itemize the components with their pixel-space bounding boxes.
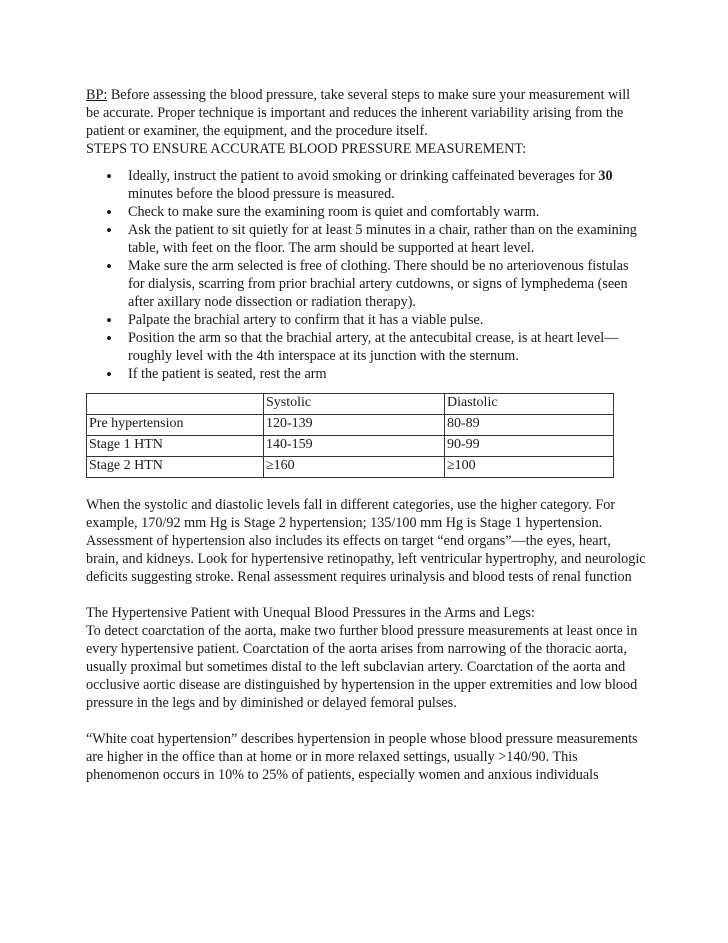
bp-heading: BP: bbox=[86, 87, 108, 103]
bp-intro-paragraph bbox=[86, 86, 646, 140]
table-cell: Stage 2 HTN bbox=[87, 457, 264, 478]
table-cell: Pre hypertension bbox=[87, 415, 264, 436]
table-header-cell: Systolic bbox=[264, 394, 445, 415]
categories-paragraph: When the systolic and diastolic levels fall in different categories, use the higher category. For example, 170/92 mm Hg is Stage 2 hypertension; 135/100 mm Hg is Stage 1 hypertension. Assessment of hypertension also includes its effects on target “end organs”—the eyes, heart, brain, and kidneys. Look for hypertensive retinopathy, left ventricular hypertrophy, and neurologic deficits suggesting stroke. Renal assessment requires urinalysis and blood tests of renal function bbox=[86, 497, 646, 585]
table-cell: 140-159 bbox=[264, 436, 445, 457]
table-cell: Stage 1 HTN bbox=[87, 436, 264, 457]
table-row bbox=[87, 415, 614, 436]
bullet-1-pre: Ideally, instruct the patient to avoid smoking or drinking caffeinated beverages for bbox=[128, 168, 599, 184]
spacer bbox=[86, 712, 646, 730]
table-cell: 90-99 bbox=[445, 436, 614, 457]
table-cell: ≥100 bbox=[445, 457, 614, 478]
unequal-bp-paragraph: To detect coarctation of the aorta, make two further blood pressure measurements at least once in every hypertensive patient. Coarctation of the aorta arises from narrowing of the thoracic aorta, usually proximal but sometimes distal to the left subclavian artery. Coarctation of the aorta and occlusive aortic disease are distinguished by hypertension in the upper extremities and low blood pressure in the legs and by diminished or delayed femoral pulses. bbox=[86, 623, 638, 711]
bp-intro-text: Before assessing the blood pressure, take several steps to make sure your measurement will be accurate. Proper technique is important and reduces the inherent variability arising from the patient or examiner, the equipment, and the procedure itself. bbox=[86, 87, 631, 139]
unequal-bp-title: The Hypertensive Patient with Unequal Blood Pressures in the Arms and Legs: bbox=[86, 605, 535, 621]
list-item: • Check to make sure the examining room is quiet and comfortably warm. bbox=[86, 203, 646, 221]
list-item: • Palpate the brachial artery to confirm that it has a viable pulse. bbox=[86, 311, 646, 329]
table-header-row bbox=[87, 394, 614, 415]
document-content bbox=[86, 86, 646, 784]
steps-list bbox=[86, 167, 646, 383]
steps-title: STEPS TO ENSURE ACCURATE BLOOD PRESSURE MEASUREMENT: bbox=[86, 141, 527, 157]
table-header-cell bbox=[87, 394, 264, 415]
list-item: • If the patient is seated, rest the arm bbox=[86, 365, 646, 383]
table-row bbox=[87, 457, 614, 478]
spacer bbox=[86, 478, 646, 496]
list-item: • Position the arm so that the brachial artery, at the antecubital crease, is at heart level—roughly level with the 4th interspace at its junction with the sternum. bbox=[86, 329, 646, 365]
bullet-1-post: minutes before the blood pressure is measured. bbox=[128, 186, 395, 202]
table-cell: ≥160 bbox=[264, 457, 445, 478]
list-item: • Ask the patient to sit quietly for at least 5 minutes in a chair, rather than on the examining table, with feet on the floor. The arm should be supported at heart level. bbox=[86, 221, 646, 257]
white-coat-paragraph: “White coat hypertension” describes hypertension in people whose blood pressure measurements are higher in the office than at home or in more relaxed settings, usually >140/90. This phenomenon occurs in 10% to 25% of patients, especially women and anxious individuals bbox=[86, 731, 638, 783]
list-item: • Make sure the arm selected is free of clothing. There should be no arteriovenous fistulas for dialysis, scarring from prior brachial artery cutdowns, or signs of lymphedema (seen after axillary node dissection or radiation therapy). bbox=[86, 257, 646, 311]
bullet-1-bold: 30 bbox=[598, 168, 613, 184]
table-header-cell: Diastolic bbox=[445, 394, 614, 415]
bp-classification-table bbox=[86, 393, 614, 478]
list-item bbox=[86, 167, 646, 203]
table-cell: 120-139 bbox=[264, 415, 445, 436]
table-row bbox=[87, 436, 614, 457]
spacer bbox=[86, 586, 646, 604]
table-cell: 80-89 bbox=[445, 415, 614, 436]
